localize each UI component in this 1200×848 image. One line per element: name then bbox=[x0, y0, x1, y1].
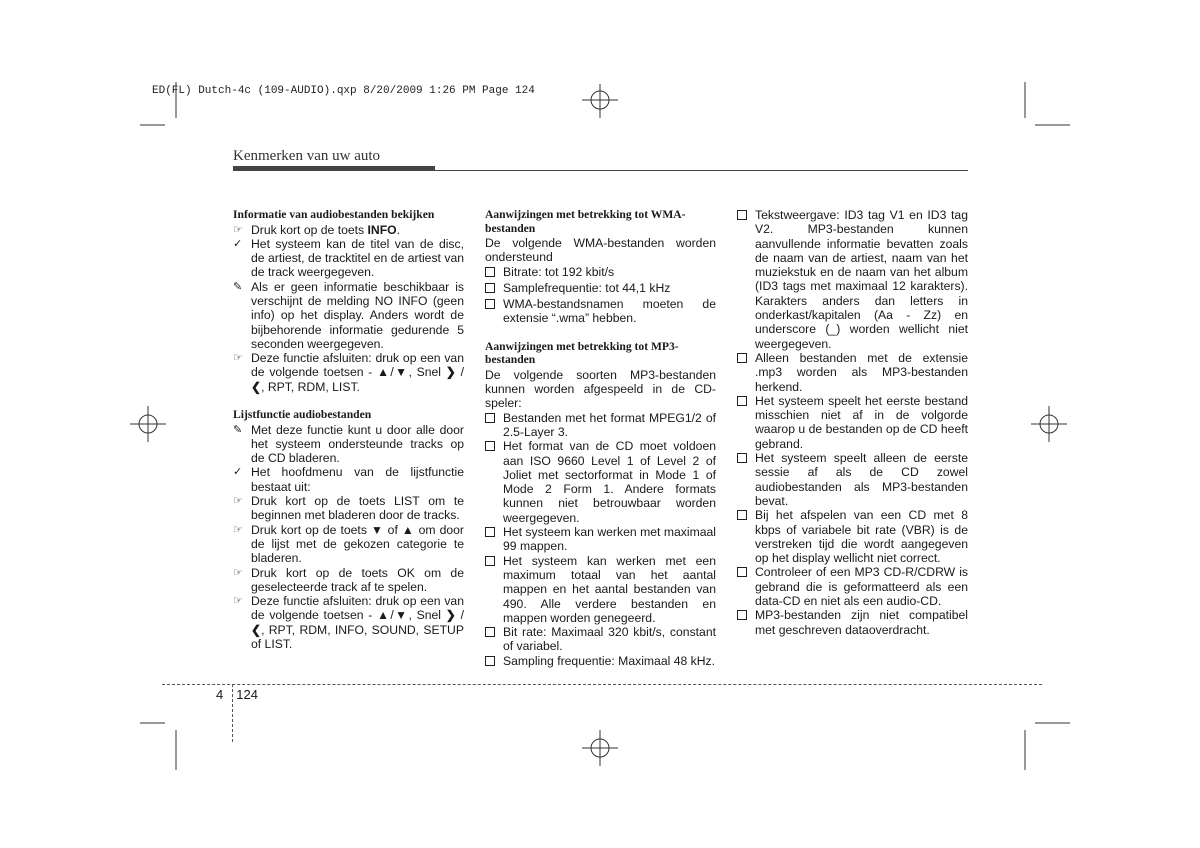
checkbox-icon bbox=[485, 627, 495, 637]
checkbox-icon bbox=[737, 510, 747, 520]
pointing-hand-icon: ☞ bbox=[233, 223, 243, 236]
down-triangle-icon: ▼ bbox=[393, 608, 409, 623]
title-rule-thick bbox=[233, 166, 435, 171]
footer-rule bbox=[162, 684, 1042, 685]
checkbox-icon bbox=[485, 656, 495, 666]
checkbox-icon bbox=[485, 556, 495, 566]
list-item: Tekstweergave: ID3 tag V1 en ID3 tag V2. MP3-bestanden kunnen aanvullende informatie bevatten zoals de naam van de artiest, naam van het muziekstuk en de naam van het album (ID3 tags met maximaal 12 karakters). Karakters anders dan letters in onderkast/kapitalen (Aa - Zz) en underscore (_) worden wellicht niet weergegeven. bbox=[737, 208, 968, 351]
info-key-label: INFO bbox=[367, 222, 397, 237]
checkbox-icon bbox=[485, 527, 495, 537]
checkbox-icon bbox=[737, 567, 747, 577]
list-item: Samplefrequentie: tot 44,1 kHz bbox=[485, 281, 716, 297]
check-icon: ✓ bbox=[233, 237, 243, 250]
print-slug: ED(FL) Dutch-4c (109-AUDIO).qxp 8/20/2009 1:26 PM Page 124 bbox=[152, 85, 535, 97]
up-triangle-icon: ▲ bbox=[401, 522, 415, 537]
list-item: Bij het afspelen van een CD met 8 kbps of variabele bit rate (VBR) is de verstreken tijd die wordt aangegeven op het display wellicht niet correct. bbox=[737, 508, 968, 565]
title-rule-thin bbox=[435, 170, 968, 171]
pointing-hand-icon: ☞ bbox=[233, 352, 243, 365]
list-item: ☞ Druk kort op de toets INFO. bbox=[233, 222, 401, 237]
list-item: MP3-bestanden zijn niet compatibel met geschreven dataoverdracht. bbox=[737, 608, 968, 637]
list-item: ☞ Deze functie afsluiten: druk op een van de volgende toetsen - ▲/▼, Snel ❯ / ❮, RPT, RDM, INFO, SOUND, SETUP of LIST. bbox=[233, 594, 464, 652]
list-item: Alleen bestanden met de extensie .mp3 worden als MP3-bestanden herkend. bbox=[737, 351, 968, 394]
pencil-note-icon: ✎ bbox=[233, 423, 243, 436]
pointing-hand-icon: ☞ bbox=[233, 566, 243, 579]
chevron-left-icon: ❮ bbox=[251, 622, 262, 637]
down-triangle-icon: ▼ bbox=[393, 365, 409, 380]
checkbox-icon bbox=[737, 396, 747, 406]
list-item: Het systeem speelt alleen de eerste sessie af als de CD zowel audiobestanden als MP3-bestanden bevat. bbox=[737, 451, 968, 508]
page-number bbox=[216, 687, 258, 702]
list-item: Het format van de CD moet voldoen aan ISO 9660 Level 1 of Level 2 of Joliet met sectorformat in Mode 1 of Mode 2 Form 1. Andere formats kunnen niet betrouwbaar worden weergegeven. bbox=[485, 439, 716, 525]
list-item: Het systeem speelt het eerste bestand misschien niet af in de volgorde waarop u de bestanden op de CD heeft gebrand. bbox=[737, 394, 968, 451]
list-item: ✓ Het hoofdmenu van de lijstfunctie bestaat uit: bbox=[233, 465, 464, 494]
checkbox-icon bbox=[485, 267, 495, 277]
list-item: ✎ Met deze functie kunt u door alle door het systeem ondersteunde tracks op de CD bladeren. bbox=[233, 422, 464, 466]
down-triangle-icon: ▼ bbox=[371, 522, 384, 537]
check-icon: ✓ bbox=[233, 466, 243, 479]
checkbox-icon bbox=[737, 210, 747, 220]
checkbox-icon bbox=[737, 610, 747, 620]
pointing-hand-icon: ☞ bbox=[233, 495, 243, 508]
checkbox-icon bbox=[485, 441, 495, 451]
checkbox-icon bbox=[485, 283, 495, 293]
list-item: Bit rate: Maximaal 320 kbit/s, constant of variabel. bbox=[485, 625, 716, 654]
heading-wma: Aanwijzingen met betrekking tot WMA-bestanden bbox=[485, 208, 686, 235]
column-middle bbox=[485, 208, 716, 670]
up-triangle-icon: ▲ bbox=[377, 608, 391, 623]
pointing-hand-icon: ☞ bbox=[233, 523, 243, 536]
pointing-hand-icon: ☞ bbox=[233, 595, 243, 608]
list-item: ☞ Druk kort op de toets LIST om te beginnen met bladeren door de tracks. bbox=[233, 494, 464, 523]
list-item: Sampling frequentie: Maximaal 48 kHz. bbox=[485, 654, 716, 670]
list-item: ☞ Deze functie afsluiten: druk op een van de volgende toetsen - ▲/▼, Snel ❯ / ❮, RPT, RDM, LIST. bbox=[233, 351, 464, 394]
list-item: Bestanden met het format MPEG1/2 of 2.5-Layer 3. bbox=[485, 411, 716, 440]
heading-list-function: Lijstfunctie audiobestanden bbox=[233, 408, 372, 422]
paragraph: De volgende WMA-bestanden worden ondersteund bbox=[485, 236, 716, 265]
list-item: Het systeem kan werken met een maximum totaal van het aantal mappen en het aantal bestanden van 490. Alle verdere bestanden en mappen worden genegeerd. bbox=[485, 554, 716, 625]
list-item: Controleer of een MP3 CD-R/CDRW is gebrand die is geformatteerd als een data-CD en niet als een audio-CD. bbox=[737, 565, 968, 608]
chevron-right-icon: ❯ bbox=[445, 608, 456, 623]
checkbox-icon bbox=[485, 299, 495, 309]
checkbox-icon bbox=[485, 413, 495, 423]
list-item: ☞ Druk kort op de toets ▼ of ▲ om door de lijst met de gekozen categorie te bladeren. bbox=[233, 522, 464, 566]
up-triangle-icon: ▲ bbox=[377, 365, 391, 380]
chevron-left-icon: ❮ bbox=[251, 379, 262, 394]
chevron-right-icon: ❯ bbox=[445, 365, 456, 380]
paragraph: De volgende soorten MP3-bestanden kunnen worden afgespeeld in de CD-speler: bbox=[485, 367, 716, 411]
heading-mp3: Aanwijzingen met betrekking tot MP3-bestanden bbox=[485, 339, 679, 367]
list-item: ✎ Als er geen informatie beschikbaar is verschijnt de melding NO INFO (geen info) op het display. Anders wordt de bijbehorende informatie gedurende 5 seconden weergegeven. bbox=[233, 279, 464, 351]
chapter-number: 4 bbox=[216, 687, 224, 702]
list-item: WMA-bestandsnamen moeten de extensie “.wma” hebben. bbox=[485, 297, 716, 326]
list-item: Bitrate: tot 192 kbit/s bbox=[485, 265, 716, 281]
column-right bbox=[737, 208, 968, 637]
heading-audio-info: Informatie van audiobestanden bekijken bbox=[233, 208, 435, 221]
checkbox-icon bbox=[737, 453, 747, 463]
column-left bbox=[233, 208, 464, 651]
list-item: ☞ Druk kort op de toets OK om de geselecteerde track af te spelen. bbox=[233, 565, 464, 594]
list-item: Het systeem kan werken met maximaal 99 mappen. bbox=[485, 525, 716, 554]
page-number-value: 124 bbox=[236, 687, 258, 702]
pencil-note-icon: ✎ bbox=[233, 280, 243, 293]
checkbox-icon bbox=[737, 353, 747, 363]
section-title: Kenmerken van uw auto bbox=[233, 148, 381, 164]
list-item: ✓ Het systeem kan de titel van de disc, de artiest, de tracktitel en de artiest van de track weergegeven. bbox=[233, 236, 464, 280]
